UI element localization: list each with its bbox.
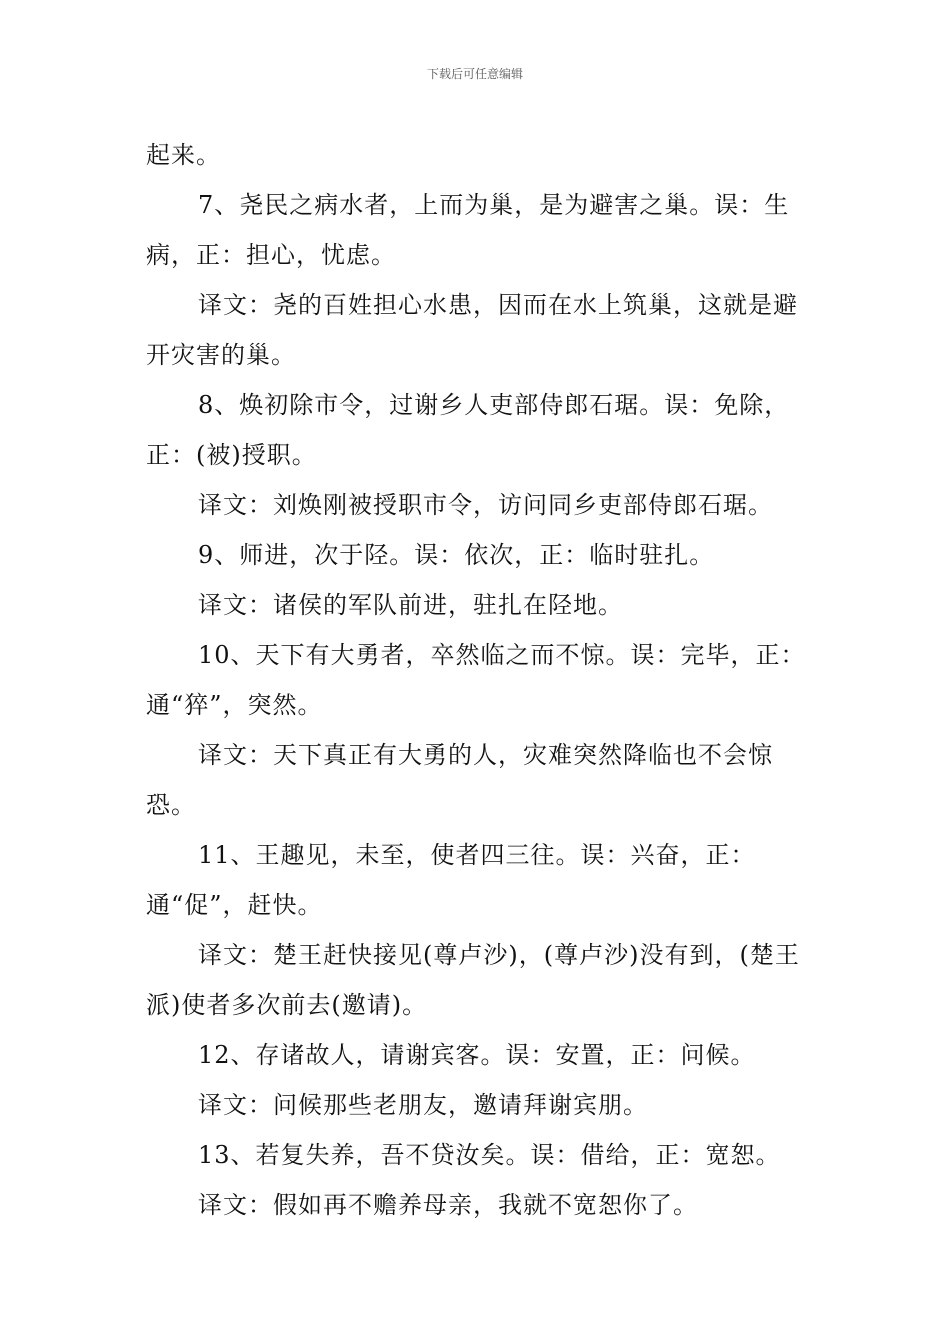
paragraph-translation-9: 译文：诸侯的军队前进，驻扎在陉地。 xyxy=(198,591,623,619)
paragraph-translation-8: 译文：刘焕刚被授职市令，访问同乡吏部侍郎石琚。 xyxy=(198,491,773,519)
paragraph-translation-10: 译文：天下真正有大勇的人，灾难突然降临也不会惊恐。 xyxy=(146,741,773,819)
paragraph-item-9: 9、师进，次于陉。误：依次，正：临时驻扎。 xyxy=(198,541,715,569)
paragraph-item-10: 10、天下有大勇者，卒然临之而不惊。误：完毕，正：通“猝”，突然。 xyxy=(146,641,806,719)
paragraph-item-13: 13、若复失养，吾不贷汝矣。误：借给，正：宽恕。 xyxy=(198,1141,781,1169)
page-header: 下载后可任意编辑 xyxy=(426,67,523,81)
paragraph-item-7: 7、尧民之病水者，上而为巢，是为避害之巢。误：生病，正：担心，忧虑。 xyxy=(146,191,790,269)
paragraph-translation-7: 译文：尧的百姓担心水患，因而在水上筑巢，这就是避开灾害的巢。 xyxy=(146,291,798,369)
paragraph-item-8: 8、焕初除市令，过谢乡人吏部侍郎石琚。误：免除，正：(被)授职。 xyxy=(146,391,790,469)
paragraph-translation-12: 译文：问候那些老朋友，邀请拜谢宾朋。 xyxy=(198,1091,648,1119)
document-body xyxy=(146,130,822,1230)
paragraph-item-11: 11、王趣见，未至，使者四三往。误：兴奋，正：通“促”，赶快。 xyxy=(146,841,756,919)
paragraph-item-12: 12、存诸故人，请谢宾客。误：安置，正：问候。 xyxy=(198,1041,756,1069)
paragraph-translation-13: 译文：假如再不赡养母亲，我就不宽恕你了。 xyxy=(198,1191,698,1219)
paragraph-continuation: 起来。 xyxy=(146,141,221,169)
paragraph-translation-11: 译文：楚王赶快接见(尊卢沙)，(尊卢沙)没有到，(楚王派)使者多次前去(邀请)。 xyxy=(146,941,800,1019)
